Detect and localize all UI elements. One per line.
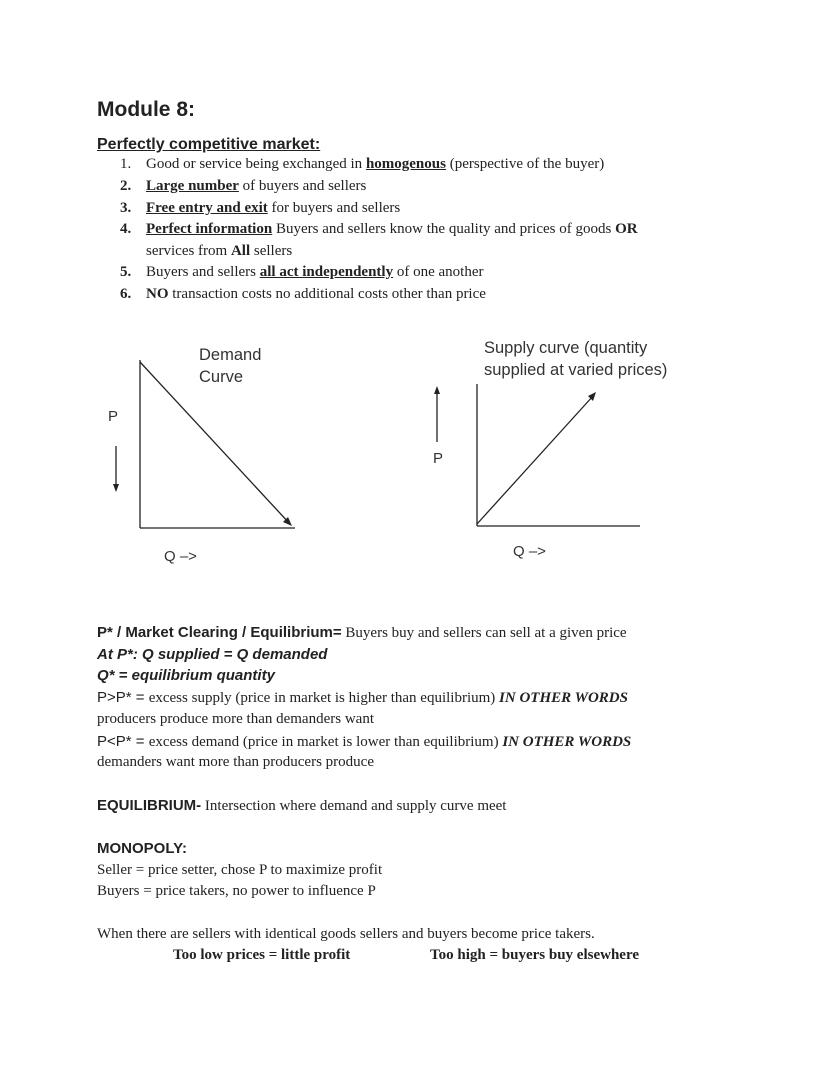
list-number: 6. — [120, 286, 132, 302]
monopoly-seller: Seller = price setter, chose P to maximize profit — [97, 862, 383, 878]
list-number: 4. — [120, 221, 132, 237]
list-text: (perspective of the buyer) — [445, 156, 605, 172]
list-number: 1. — [120, 156, 132, 172]
list-item — [0, 221, 828, 241]
list-item — [0, 178, 828, 198]
list-item — [0, 286, 828, 306]
list-text: Good or service being exchanged in — [146, 156, 366, 172]
supply-label — [484, 337, 667, 381]
list-text: services from — [146, 243, 231, 259]
excess-demand-text: excess demand (price in market is lower than equilibrium) — [148, 734, 503, 750]
list-bold: OR — [615, 221, 638, 237]
list-bold: Large number — [146, 178, 239, 194]
list-text: of buyers and sellers — [238, 178, 367, 194]
excess-supply — [97, 689, 628, 707]
list-item-continuation — [146, 243, 292, 260]
list-item — [0, 264, 828, 284]
monopoly-buyers: Buyers = price takers, no power to influence P — [97, 883, 376, 899]
list-bold: all act independently — [259, 264, 394, 280]
list-bold: NO — [146, 286, 169, 302]
demand-label — [199, 344, 261, 388]
price-taker-note: When there are sellers with identical goods sellers and buyers become price takers. — [97, 926, 595, 942]
demand-y-label: P — [108, 408, 119, 425]
list-text: Buyers and sellers know the quality and prices of goods — [272, 221, 616, 237]
list-text: transaction costs no additional costs other than price — [168, 286, 486, 302]
excess-demand — [97, 733, 631, 751]
list-text: Buyers and sellers — [146, 264, 260, 280]
supply-label-line: supplied at varied prices) — [484, 361, 668, 379]
list-item — [0, 200, 828, 220]
list-number: 2. — [120, 178, 132, 194]
equilibrium-statement-text: Intersection where demand and supply curve meet — [201, 798, 507, 814]
excess-supply-symbol: P>P* = — [97, 689, 149, 706]
too-high-prices: Too high = buyers buy elsewhere — [430, 947, 639, 963]
supply-y-label: P — [433, 450, 444, 467]
list-text: sellers — [250, 243, 293, 259]
supply-curve — [477, 396, 593, 524]
down-arrowhead — [113, 484, 119, 492]
too-low-prices: Too low prices = little profit — [173, 947, 351, 963]
excess-demand-continuation: demanders want more than producers produce — [97, 754, 374, 770]
up-arrowhead — [434, 386, 440, 394]
list-text: of one another — [393, 264, 484, 280]
equilibrium-definition — [97, 624, 627, 642]
equilibrium-keyword: EQUILIBRIUM- — [97, 797, 202, 814]
list-bold: All — [230, 243, 251, 259]
equilibrium-term: P* / Market Clearing / Equilibrium= — [97, 624, 342, 641]
equilibrium-statement — [97, 797, 506, 815]
list-item — [0, 156, 828, 176]
at-p-star: At P*: Q supplied = Q demanded — [97, 646, 328, 663]
excess-supply-text: excess supply (price in market is higher than equilibrium) — [148, 690, 500, 706]
list-number: 3. — [120, 200, 132, 216]
list-text: for buyers and sellers — [267, 200, 401, 216]
section-heading: Perfectly competitive market: — [97, 136, 321, 153]
supply-label-line: Supply curve (quantity — [484, 339, 648, 357]
in-other-words: IN OTHER WORDS — [502, 734, 632, 750]
q-star: Q* = equilibrium quantity — [97, 667, 275, 684]
demand-label-line: Demand — [199, 346, 262, 364]
excess-supply-continuation: producers produce more than demanders want — [97, 711, 374, 727]
list-bold: Free entry and exit — [146, 200, 268, 216]
equilibrium-text: Buyers buy and sellers can sell at a given price — [341, 625, 627, 641]
list-number: 5. — [120, 264, 132, 280]
list-bold: homogenous — [365, 156, 446, 172]
in-other-words: IN OTHER WORDS — [499, 690, 628, 706]
page-title: Module 8: — [97, 98, 195, 121]
list-bold: Perfect information — [146, 221, 273, 237]
supply-x-label: Q –> — [513, 543, 546, 560]
monopoly-heading: MONOPOLY: — [97, 840, 188, 857]
excess-demand-symbol: P<P* = — [97, 733, 149, 750]
demand-x-label: Q –> — [164, 548, 197, 565]
demand-label-line: Curve — [199, 368, 244, 386]
